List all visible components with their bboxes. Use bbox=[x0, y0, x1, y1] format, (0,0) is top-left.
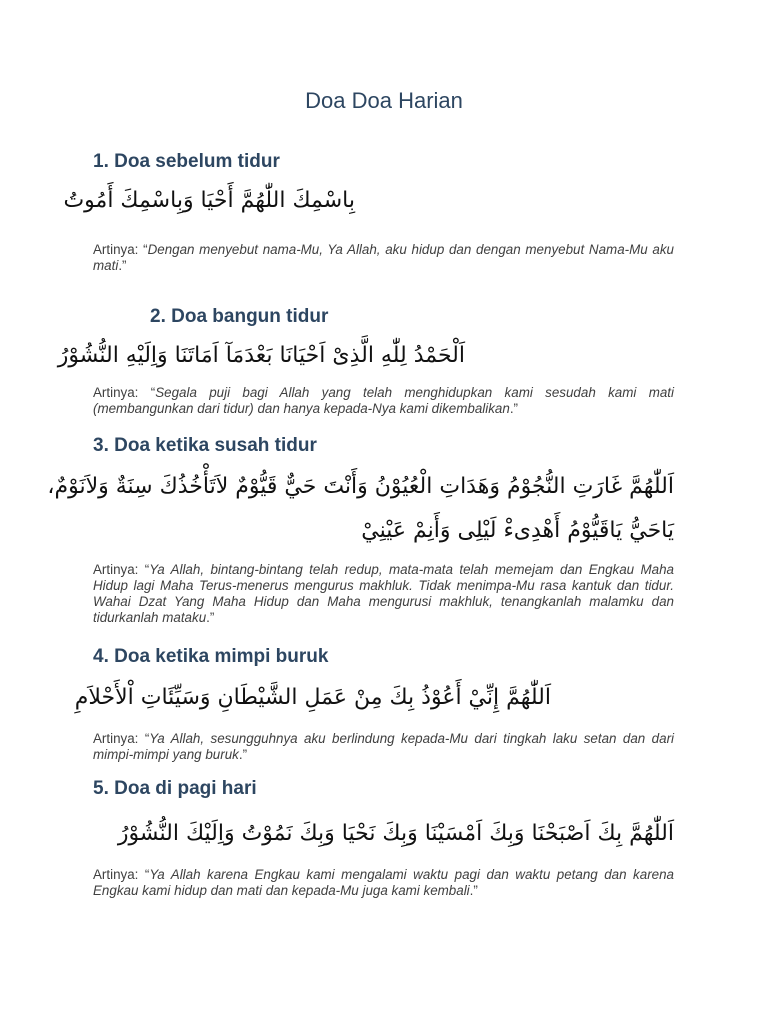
meaning-paragraph bbox=[93, 242, 674, 274]
meaning-text: Ya Allah, bintang-bintang telah redup, mata-mata telah memejam dan Engkau Maha Hidup lagi Maha Terus-menerus mengurus makhluk. Tidak menimpa-Mu rasa kantuk dan tidur. Wahai Dzat Yang Maha Hidup dan Maha mengurusi makhluk, tenangkanlah malamku dan tidurkanlah mataku bbox=[93, 562, 674, 625]
close-quote: .” bbox=[238, 747, 248, 762]
arabic-prayer-text: اَللّٰهُمَّ إِنِّيْ أَعُوْذُ بِكَ مِنْ عَمَلِ الشَّيْطَانِ وَسَيِّئَاتِ اْلأَحْلاَمِ bbox=[74, 685, 551, 710]
open-quote: “ bbox=[143, 242, 148, 257]
section-doa-di-pagi-hari bbox=[93, 777, 674, 899]
arabic-prayer-text: بِاسْمِكَ اللّٰهُمَّ أَحْيَا وَبِاسْمِكَ أَمُوتُ bbox=[63, 188, 355, 213]
arabic-prayer-text: اَلْحَمْدُ لِلّٰهِ الَّذِىْ اَحْيَانَا بَعْدَمَآ اَمَاتَنَا وَاِلَيْهِ النُّشُوْرُ bbox=[57, 343, 465, 368]
page-title: Doa Doa Harian bbox=[305, 88, 463, 113]
meaning-label: Artinya: bbox=[93, 731, 145, 746]
open-quote: “ bbox=[144, 867, 150, 882]
open-quote: “ bbox=[150, 385, 156, 400]
arabic-prayer-text-line-1: اَللّٰهُمَّ غَارَتِ النُّجُوْمُ وَهَدَاتِ الْعُيُوْنُ وَأَنْتَ حَيٌّ قَيُّوْمٌ لاَتَأْخُذُكَ سِنَةٌ وَلاَنَوْمٌ، bbox=[47, 474, 674, 499]
section-heading: 2. Doa bangun tidur bbox=[150, 306, 329, 327]
arabic-prayer-text: اَللّٰهُمَّ بِكَ اَصْبَحْنَا وَبِكَ اَمْسَيْنَا وَبِكَ نَحْيَا وَبِكَ نَمُوْتُ وَاِلَيْكَ النُّشُوْرُ bbox=[117, 821, 674, 846]
meaning-paragraph bbox=[93, 731, 674, 763]
open-quote: “ bbox=[144, 731, 150, 746]
section-doa-bangun-tidur bbox=[150, 305, 674, 329]
section-doa-bangun-tidur-body bbox=[57, 335, 674, 417]
meaning-label: Artinya: bbox=[93, 242, 144, 257]
open-quote: “ bbox=[144, 562, 150, 577]
meaning-label: Artinya: bbox=[93, 562, 145, 577]
close-quote: .” bbox=[118, 258, 127, 273]
meaning-text: Ya Allah, sesungguhnya aku berlindung kepada-Mu dari tingkah laku setan dan dari mimpi-mimpi yang buruk bbox=[93, 731, 675, 762]
meaning-paragraph bbox=[93, 867, 674, 899]
close-quote: .” bbox=[206, 610, 215, 625]
section-heading: 5. Doa di pagi hari bbox=[93, 778, 257, 799]
arabic-prayer-text-line-2: يَاحَيُّ يَاقَيُّوْمُ أَهْدِىءْ لَيْلِى وَأَنِمْ عَيْنِيْ bbox=[361, 518, 674, 543]
meaning-text: Dengan menyebut nama-Mu, Ya Allah, aku hidup dan dengan menyebut Nama-Mu aku mati bbox=[93, 242, 674, 273]
meaning-text: Segala puji bagi Allah yang telah menghidupkan kami sesudah kami mati (membangunkan dari tidur) dan hanya kepada-Nya kami dikembalikan bbox=[93, 385, 674, 416]
meaning-paragraph bbox=[93, 385, 674, 417]
meaning-label: Artinya: bbox=[93, 867, 145, 882]
section-doa-sebelum-tidur bbox=[63, 150, 674, 274]
section-doa-ketika-susah-tidur bbox=[47, 434, 674, 626]
section-heading: 4. Doa ketika mimpi buruk bbox=[93, 646, 329, 667]
meaning-text: Ya Allah karena Engkau kami mengalami waktu pagi dan waktu petang dan karena Engkau kami hidup dan mati dan kepada-Mu juga kami kembali bbox=[93, 867, 675, 898]
meaning-paragraph bbox=[93, 562, 674, 626]
section-heading: 3. Doa ketika susah tidur bbox=[93, 435, 317, 456]
section-doa-ketika-mimpi-buruk bbox=[74, 645, 675, 763]
close-quote: .” bbox=[469, 883, 478, 898]
meaning-label: Artinya: bbox=[93, 385, 151, 400]
section-heading: 1. Doa sebelum tidur bbox=[93, 151, 280, 172]
close-quote: .” bbox=[509, 401, 519, 416]
